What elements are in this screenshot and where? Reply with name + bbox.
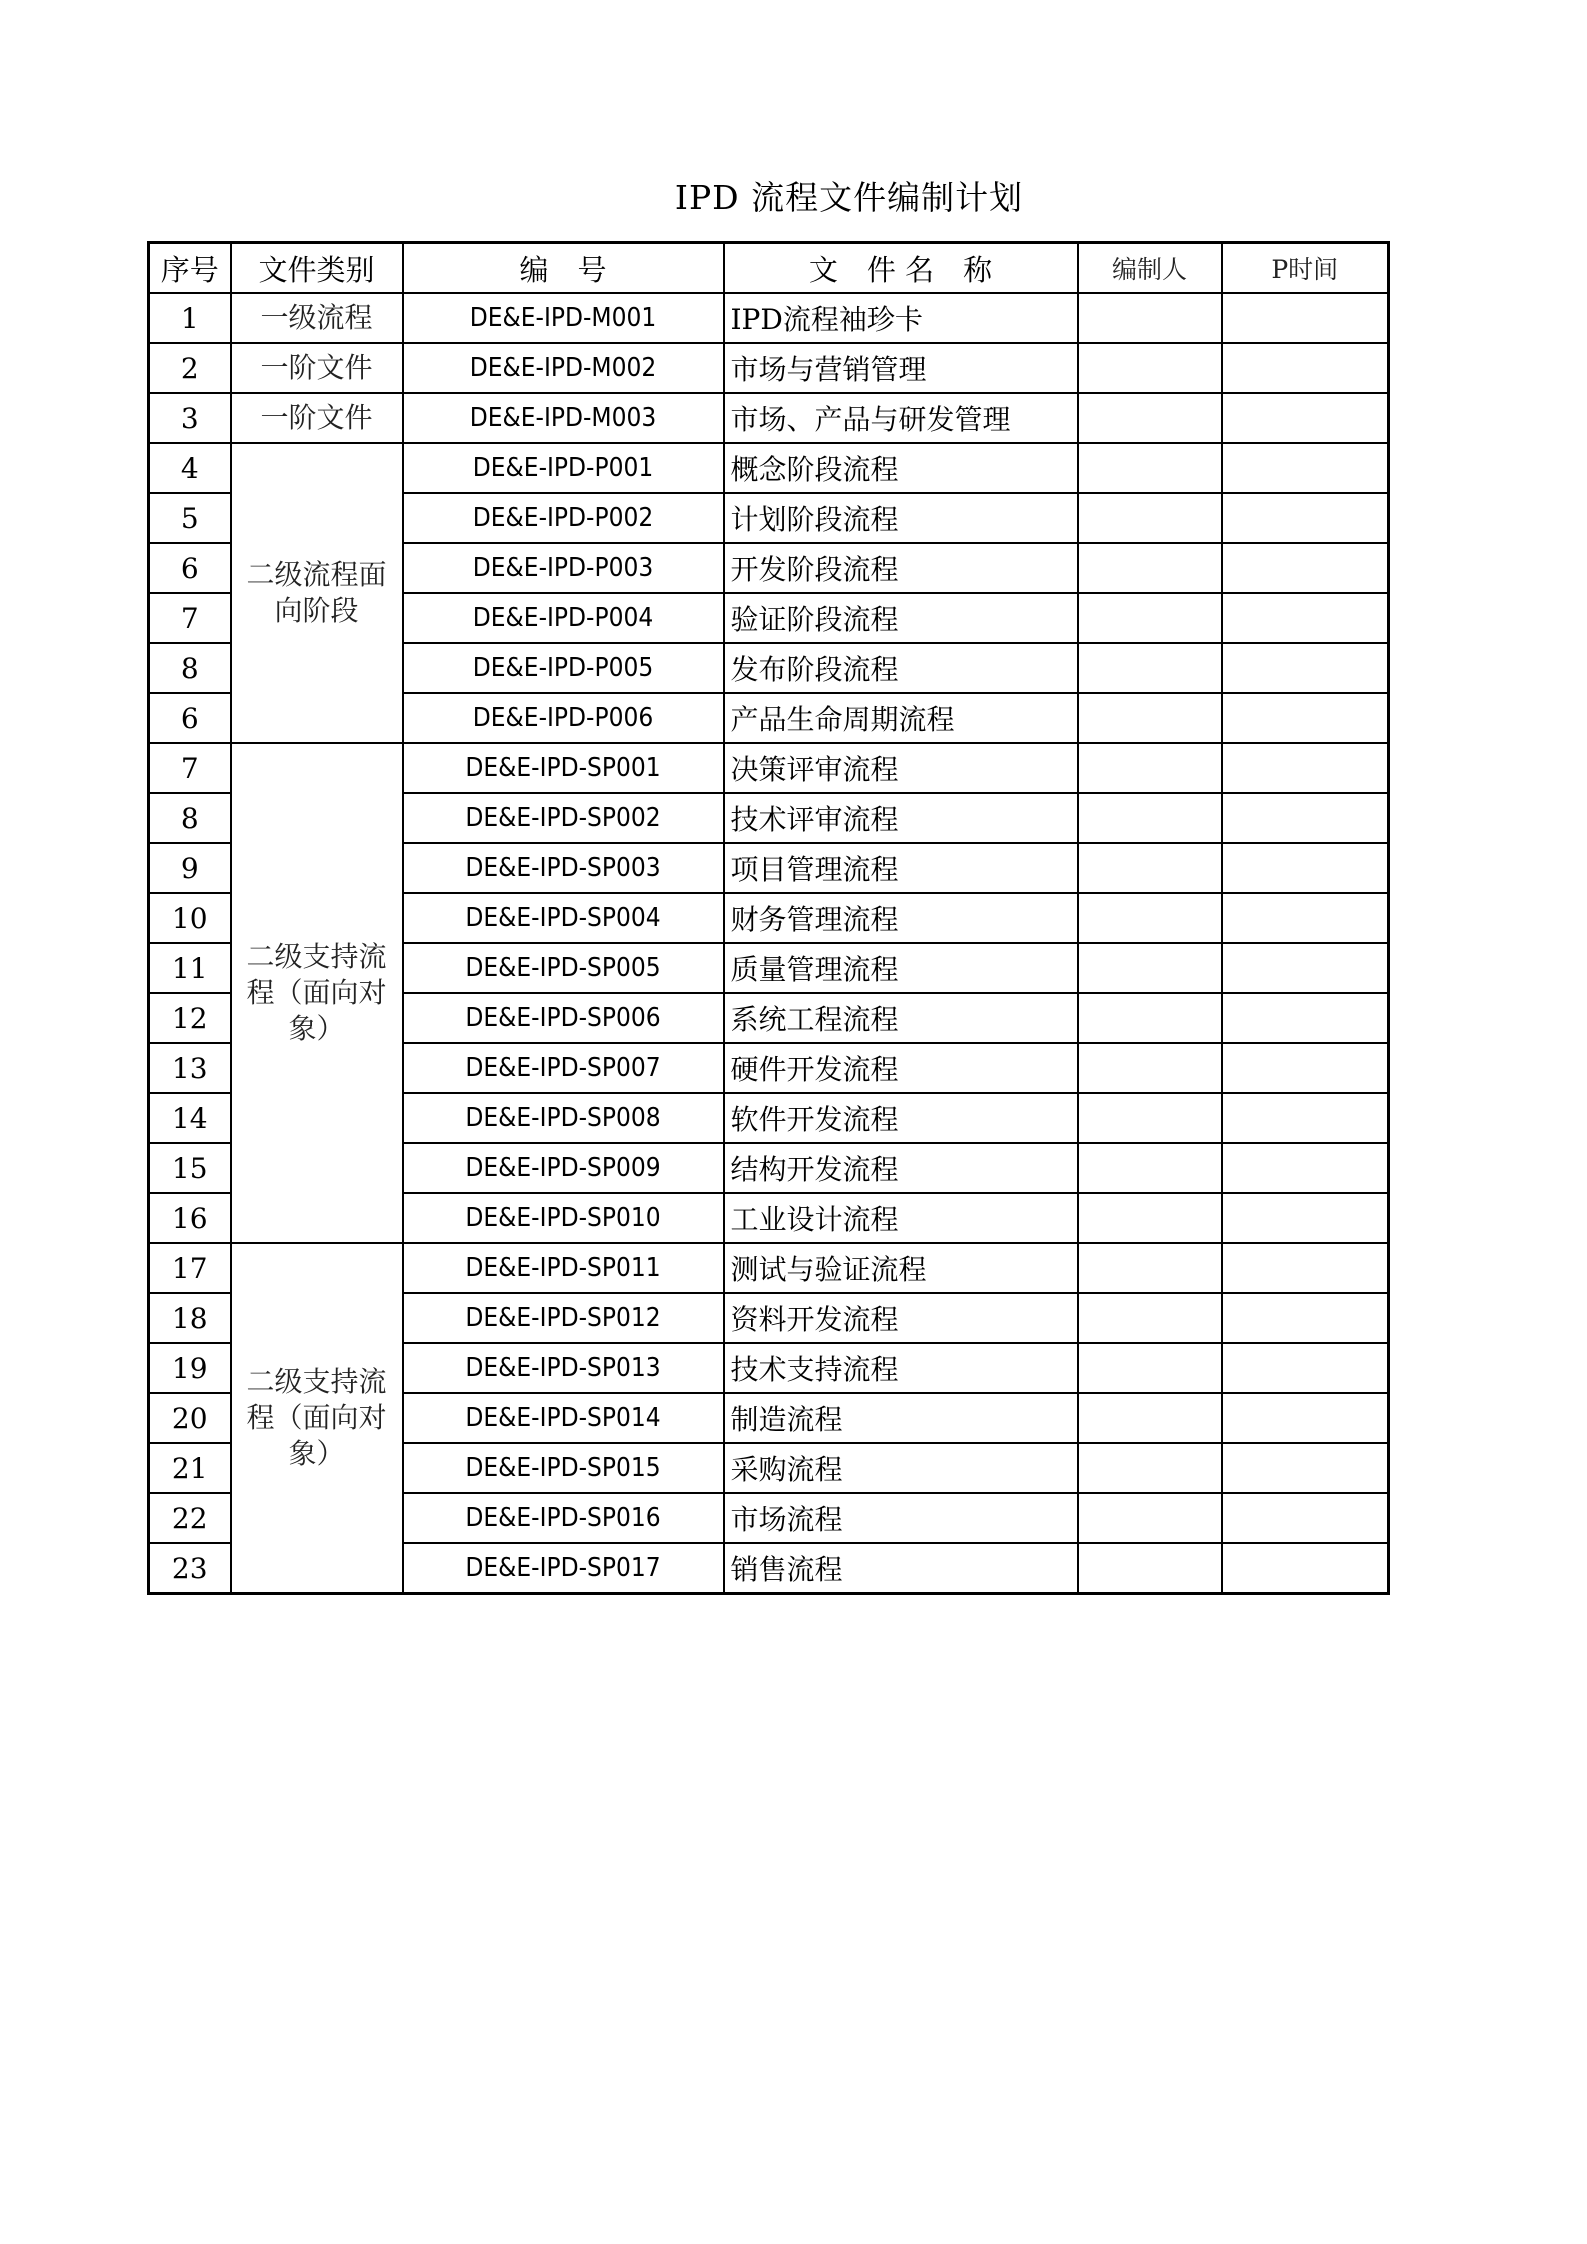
- row-name: 产品生命周期流程: [724, 693, 1078, 743]
- row-code: DE&E-IPD-SP010: [403, 1193, 724, 1243]
- row-seq: 8: [149, 793, 231, 843]
- row-name: 资料开发流程: [724, 1293, 1078, 1343]
- header-time: P时间: [1222, 243, 1389, 294]
- row-time-cell: [1222, 1043, 1389, 1093]
- plan-table: [147, 241, 1390, 1595]
- row-name: IPD流程袖珍卡: [724, 293, 1078, 343]
- row-name: 技术评审流程: [724, 793, 1078, 843]
- row-author-cell: [1078, 943, 1222, 993]
- row-code: DE&E-IPD-SP005: [403, 943, 724, 993]
- row-time-cell: [1222, 1443, 1389, 1493]
- row-time-cell: [1222, 993, 1389, 1043]
- row-seq: 13: [149, 1043, 231, 1093]
- row-code: DE&E-IPD-SP004: [403, 893, 724, 943]
- row-seq: 6: [149, 543, 231, 593]
- row-seq: 16: [149, 1193, 231, 1243]
- row-code: DE&E-IPD-SP014: [403, 1393, 724, 1443]
- row-author-cell: [1078, 793, 1222, 843]
- row-name: 验证阶段流程: [724, 593, 1078, 643]
- table-row: [149, 743, 1389, 793]
- row-seq: 11: [149, 943, 231, 993]
- row-seq: 6: [149, 693, 231, 743]
- row-author-cell: [1078, 693, 1222, 743]
- row-author-cell: [1078, 1493, 1222, 1543]
- row-code: DE&E-IPD-SP002: [403, 793, 724, 843]
- row-seq: 9: [149, 843, 231, 893]
- row-time-cell: [1222, 1243, 1389, 1293]
- row-seq: 5: [149, 493, 231, 543]
- row-author-cell: [1078, 293, 1222, 343]
- table-row: [149, 1243, 1389, 1293]
- row-time-cell: [1222, 293, 1389, 343]
- row-author-cell: [1078, 1543, 1222, 1594]
- row-time-cell: [1222, 343, 1389, 393]
- row-code: DE&E-IPD-SP008: [403, 1093, 724, 1143]
- row-author-cell: [1078, 343, 1222, 393]
- row-author-cell: [1078, 443, 1222, 493]
- row-author-cell: [1078, 1293, 1222, 1343]
- row-author-cell: [1078, 393, 1222, 443]
- row-seq: 18: [149, 1293, 231, 1343]
- row-author-cell: [1078, 543, 1222, 593]
- row-code: DE&E-IPD-SP001: [403, 743, 724, 793]
- row-name: 软件开发流程: [724, 1093, 1078, 1143]
- row-author-cell: [1078, 1443, 1222, 1493]
- row-name: 市场、产品与研发管理: [724, 393, 1078, 443]
- row-name: 市场与营销管理: [724, 343, 1078, 393]
- row-category: 一阶文件: [231, 393, 403, 443]
- header-author: 编制人: [1078, 243, 1222, 294]
- row-name: 项目管理流程: [724, 843, 1078, 893]
- row-seq: 3: [149, 393, 231, 443]
- row-code: DE&E-IPD-M002: [403, 343, 724, 393]
- row-code: DE&E-IPD-P006: [403, 693, 724, 743]
- row-author-cell: [1078, 1243, 1222, 1293]
- row-category: 二级支持流程（面向对象）: [231, 1243, 403, 1594]
- row-author-cell: [1078, 993, 1222, 1043]
- row-author-cell: [1078, 843, 1222, 893]
- row-time-cell: [1222, 443, 1389, 493]
- row-time-cell: [1222, 1343, 1389, 1393]
- row-seq: 7: [149, 593, 231, 643]
- row-time-cell: [1222, 1543, 1389, 1594]
- row-time-cell: [1222, 843, 1389, 893]
- row-code: DE&E-IPD-SP007: [403, 1043, 724, 1093]
- row-time-cell: [1222, 593, 1389, 643]
- row-time-cell: [1222, 1193, 1389, 1243]
- row-name: 技术支持流程: [724, 1343, 1078, 1393]
- row-seq: 12: [149, 993, 231, 1043]
- row-author-cell: [1078, 1143, 1222, 1193]
- row-name: 计划阶段流程: [724, 493, 1078, 543]
- header-code: 编 号: [403, 243, 724, 294]
- row-name: 开发阶段流程: [724, 543, 1078, 593]
- row-name: 发布阶段流程: [724, 643, 1078, 693]
- row-author-cell: [1078, 1093, 1222, 1143]
- row-seq: 23: [149, 1543, 231, 1594]
- row-seq: 2: [149, 343, 231, 393]
- row-name: 测试与验证流程: [724, 1243, 1078, 1293]
- table-row: [149, 343, 1389, 393]
- row-time-cell: [1222, 1493, 1389, 1543]
- row-code: DE&E-IPD-SP009: [403, 1143, 724, 1193]
- row-seq: 10: [149, 893, 231, 943]
- table-row: [149, 293, 1389, 343]
- row-time-cell: [1222, 1093, 1389, 1143]
- row-name: 制造流程: [724, 1393, 1078, 1443]
- row-author-cell: [1078, 593, 1222, 643]
- row-code: DE&E-IPD-SP012: [403, 1293, 724, 1343]
- header-seq: 序号: [149, 243, 231, 294]
- row-author-cell: [1078, 1343, 1222, 1393]
- row-author-cell: [1078, 893, 1222, 943]
- row-time-cell: [1222, 643, 1389, 693]
- row-category: 一阶文件: [231, 343, 403, 393]
- header-category: 文件类别: [231, 243, 403, 294]
- header-row: [149, 243, 1389, 294]
- row-code: DE&E-IPD-SP016: [403, 1493, 724, 1543]
- row-author-cell: [1078, 1193, 1222, 1243]
- row-seq: 15: [149, 1143, 231, 1193]
- row-code: DE&E-IPD-SP003: [403, 843, 724, 893]
- row-name: 市场流程: [724, 1493, 1078, 1543]
- row-author-cell: [1078, 493, 1222, 543]
- row-code: DE&E-IPD-SP013: [403, 1343, 724, 1393]
- row-time-cell: [1222, 1293, 1389, 1343]
- row-code: DE&E-IPD-P004: [403, 593, 724, 643]
- row-name: 硬件开发流程: [724, 1043, 1078, 1093]
- row-seq: 19: [149, 1343, 231, 1393]
- row-category: 一级流程: [231, 293, 403, 343]
- row-time-cell: [1222, 943, 1389, 993]
- row-name: 工业设计流程: [724, 1193, 1078, 1243]
- page-title: IPD 流程文件编制计划: [674, 178, 1024, 217]
- row-name: 决策评审流程: [724, 743, 1078, 793]
- row-name: 结构开发流程: [724, 1143, 1078, 1193]
- row-code: DE&E-IPD-M003: [403, 393, 724, 443]
- row-code: DE&E-IPD-SP015: [403, 1443, 724, 1493]
- row-seq: 21: [149, 1443, 231, 1493]
- row-seq: 17: [149, 1243, 231, 1293]
- row-code: DE&E-IPD-P001: [403, 443, 724, 493]
- row-name: 采购流程: [724, 1443, 1078, 1493]
- row-seq: 8: [149, 643, 231, 693]
- table-row: [149, 393, 1389, 443]
- row-time-cell: [1222, 693, 1389, 743]
- row-category: 二级支持流程（面向对象）: [231, 743, 403, 1243]
- row-time-cell: [1222, 743, 1389, 793]
- row-code: DE&E-IPD-SP006: [403, 993, 724, 1043]
- row-time-cell: [1222, 543, 1389, 593]
- row-author-cell: [1078, 1043, 1222, 1093]
- row-time-cell: [1222, 493, 1389, 543]
- row-name: 财务管理流程: [724, 893, 1078, 943]
- row-time-cell: [1222, 1393, 1389, 1443]
- row-seq: 4: [149, 443, 231, 493]
- row-name: 系统工程流程: [724, 993, 1078, 1043]
- row-seq: 20: [149, 1393, 231, 1443]
- row-seq: 1: [149, 293, 231, 343]
- header-name: 文 件 名 称: [724, 243, 1078, 294]
- row-name: 销售流程: [724, 1543, 1078, 1594]
- row-category: 二级流程面向阶段: [231, 443, 403, 743]
- row-name: 概念阶段流程: [724, 443, 1078, 493]
- row-code: DE&E-IPD-SP011: [403, 1243, 724, 1293]
- row-seq: 14: [149, 1093, 231, 1143]
- row-code: DE&E-IPD-P005: [403, 643, 724, 693]
- row-time-cell: [1222, 393, 1389, 443]
- row-code: DE&E-IPD-P003: [403, 543, 724, 593]
- row-seq: 7: [149, 743, 231, 793]
- row-code: DE&E-IPD-P002: [403, 493, 724, 543]
- row-time-cell: [1222, 893, 1389, 943]
- row-author-cell: [1078, 743, 1222, 793]
- table-row: [149, 443, 1389, 493]
- row-seq: 22: [149, 1493, 231, 1543]
- row-time-cell: [1222, 1143, 1389, 1193]
- row-author-cell: [1078, 1393, 1222, 1443]
- row-code: DE&E-IPD-M001: [403, 293, 724, 343]
- row-code: DE&E-IPD-SP017: [403, 1543, 724, 1594]
- row-name: 质量管理流程: [724, 943, 1078, 993]
- row-time-cell: [1222, 793, 1389, 843]
- row-author-cell: [1078, 643, 1222, 693]
